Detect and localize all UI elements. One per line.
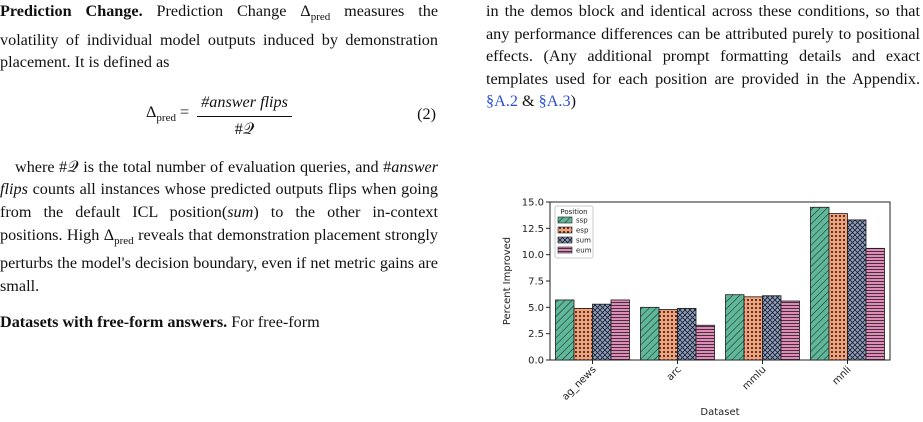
bar-hatch-eum-arc: [696, 325, 715, 360]
y-axis-label: Percent Improved: [502, 236, 513, 326]
prediction-change-text: Prediction Change $\Delta_{pred}$ measures the volatility of individual model outputs induced by demonstration placement. It is defined as: [0, 2, 438, 72]
x-tick-label: ag_news: [560, 364, 599, 403]
y-tick-label: 5.0: [528, 302, 544, 314]
prediction-change-heading: Prediction Change.: [0, 2, 143, 20]
bar-chart: [470, 190, 910, 420]
bar-hatch-sum-ag_news: [593, 304, 612, 360]
definition-paragraph: [0, 156, 438, 298]
free-form-heading: Datasets with free-form answers.: [0, 313, 228, 332]
equation-denominator: #𝒬: [234, 119, 255, 138]
x-tick-label: mnli: [830, 364, 854, 388]
appendix-a3-link[interactable]: §A.3: [538, 92, 571, 111]
right-paragraph: [486, 0, 920, 113]
equation-fraction: [197, 91, 292, 140]
equation-numerator: #answer flips: [197, 91, 292, 117]
bar-hatch-sum-mmlu: [763, 296, 782, 360]
x-tick-label: mmlu: [740, 364, 769, 393]
bar-hatch-ssp-mmlu: [726, 295, 745, 360]
right-text: in the demos block and identical across these conditions, so that any performance differences can be attributed purely to positional effects. (Any additional prompt formatting details and exact templates used for each position are provided in the Appendix.: [486, 2, 920, 88]
legend-title: Position: [560, 208, 588, 216]
y-tick-label: 12.5: [521, 223, 544, 235]
y-tick-label: 15.0: [521, 197, 544, 209]
free-form-text: For free-form: [231, 313, 320, 332]
right-column: [486, 0, 920, 113]
bar-hatch-sum-arc: [678, 308, 697, 360]
legend-label-esp: esp: [576, 226, 589, 235]
answer-flips-term: answer flips: [0, 157, 438, 199]
legend: [555, 206, 593, 258]
left-column: [0, 0, 438, 334]
equation-number: (2): [417, 104, 436, 123]
equation-lhs: $\Delta_{pred}$ =: [146, 103, 190, 125]
y-tick-label: 0.0: [528, 355, 544, 367]
legend-label-eum: eum: [576, 246, 592, 255]
y-tick-label: 10.0: [521, 250, 544, 262]
sum-term: sum: [227, 202, 254, 221]
x-axis-label: Dataset: [700, 407, 740, 418]
y-tick-label: 7.5: [528, 276, 544, 288]
y-tick-label: 2.5: [528, 329, 544, 341]
legend-swatch-hatch-sum: [558, 237, 572, 243]
legend-swatch-hatch-esp: [558, 227, 572, 233]
ampersand: &: [517, 92, 539, 111]
bar-hatch-eum-ag_news: [611, 300, 630, 360]
legend-label-ssp: ssp: [576, 216, 588, 225]
bar-hatch-sum-mnli: [848, 220, 867, 360]
legend-swatch-hatch-ssp: [558, 217, 572, 223]
prediction-change-paragraph: [0, 0, 438, 74]
free-form-paragraph: [0, 311, 438, 334]
closing-paren: ): [570, 92, 576, 111]
definition-text-2: counts all instances whose predicted outputs flips when going from the default ICL position(: [0, 180, 438, 221]
definition-text-1: where #𝒬 is the total number of evaluation queries, and #: [15, 157, 392, 176]
bar-hatch-ssp-arc: [641, 307, 660, 360]
bar-hatch-esp-mnli: [829, 214, 848, 360]
legend-swatch-hatch-eum: [558, 247, 572, 253]
bar-hatch-ssp-ag_news: [556, 300, 575, 360]
bar-hatch-eum-mnli: [866, 248, 885, 360]
bar-hatch-esp-ag_news: [574, 308, 593, 360]
bar-hatch-esp-arc: [659, 309, 678, 360]
bar-hatch-eum-mmlu: [781, 301, 800, 360]
plot-area: [502, 198, 890, 419]
x-tick-label: arc: [664, 364, 684, 384]
bar-hatch-esp-mmlu: [744, 297, 763, 360]
definition-text-3: ) to the other in-context positions. High $\Delta_{pred}$ reveals that demonstration placement strongly perturbs the model's decision boundary, even if net metric gains are small.: [0, 202, 438, 295]
legend-label-sum: sum: [576, 236, 591, 245]
appendix-a2-link[interactable]: §A.2: [486, 92, 518, 111]
equation-2: [0, 86, 438, 146]
bar-hatch-ssp-mnli: [811, 207, 830, 360]
